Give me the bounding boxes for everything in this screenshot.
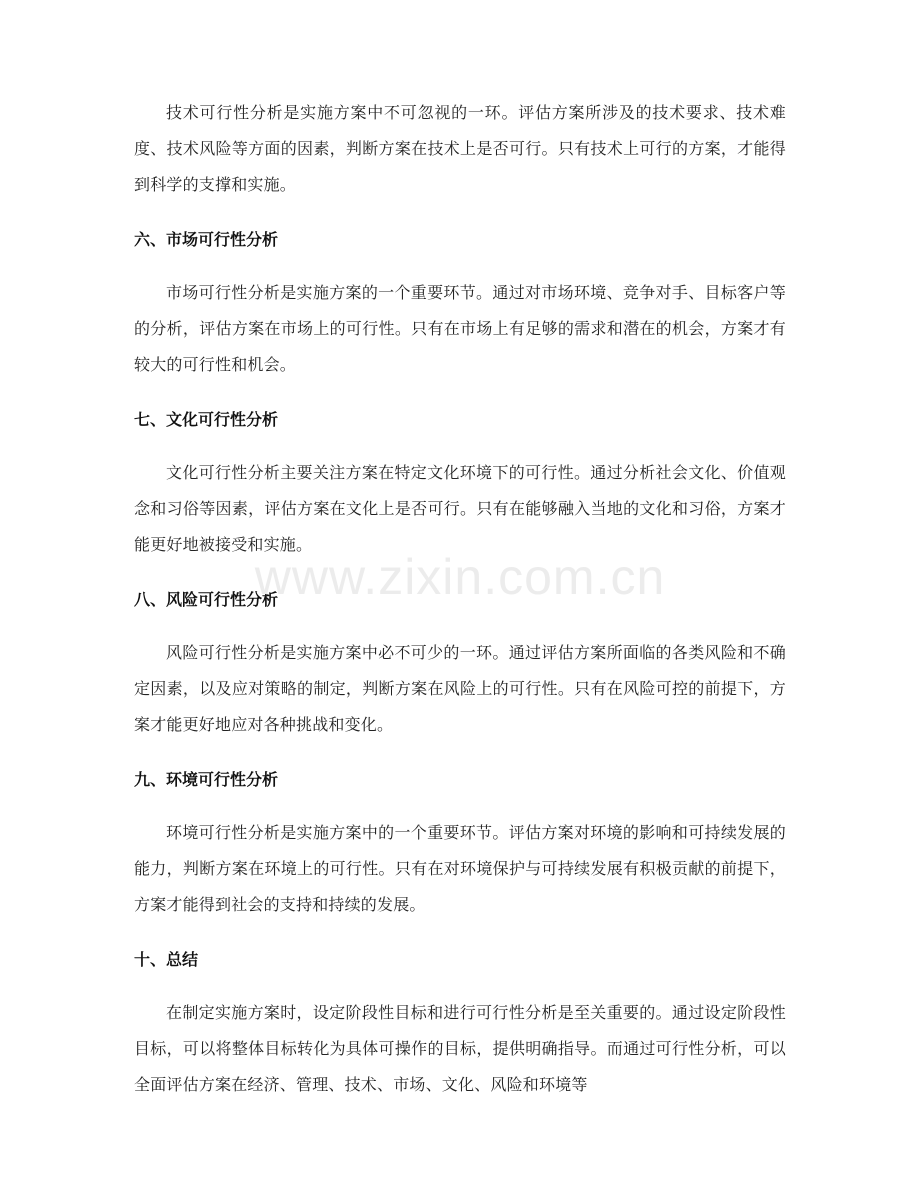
paragraph-environmental-feasibility: 环境可行性分析是实施方案中的一个重要环节。评估方案对环境的影响和可持续发展的能力，判断方案在环境上的可行性。只有在对环境保护与可持续发展有积极贡献的前提下，方案才能得到社会的支持和持续的发展。 xyxy=(134,823,786,914)
heading-market-feasibility: 六、市场可行性分析 xyxy=(134,230,279,249)
paragraph-summary: 在制定实施方案时，设定阶段性目标和进行可行性分析是至关重要的。通过设定阶段性目标，可以将整体目标转化为具体可操作的目标，提供明确指导。而通过可行性分析，可以全面评估方案在经济、管理、技术、市场、文化、风险和环境等 xyxy=(134,1003,786,1094)
document-page xyxy=(134,95,786,1103)
watermark: www.zixin.com.cn xyxy=(254,549,666,605)
paragraph-risk-feasibility: 风险可行性分析是实施方案中必不可少的一环。通过评估方案所面临的各类风险和不确定因素，以及应对策略的制定，判断方案在风险上的可行性。只有在风险可控的前提下，方案才能更好地应对各种挑战和变化。 xyxy=(134,643,786,734)
heading-environmental-feasibility: 九、环境可行性分析 xyxy=(134,770,279,789)
paragraph-market-feasibility: 市场可行性分析是实施方案的一个重要环节。通过对市场环境、竞争对手、目标客户等的分析，评估方案在市场上的可行性。只有在市场上有足够的需求和潜在的机会，方案才有较大的可行性和机会。 xyxy=(134,283,786,374)
heading-risk-feasibility: 八、风险可行性分析 xyxy=(134,590,279,609)
heading-summary: 十、总结 xyxy=(134,950,199,969)
heading-cultural-feasibility: 七、文化可行性分析 xyxy=(134,410,279,429)
paragraph-technical-feasibility: 技术可行性分析是实施方案中不可忽视的一环。评估方案所涉及的技术要求、技术难度、技术风险等方面的因素，判断方案在技术上是否可行。只有技术上可行的方案，才能得到科学的支撑和实施。 xyxy=(134,103,786,194)
paragraph-cultural-feasibility: 文化可行性分析主要关注方案在特定文化环境下的可行性。通过分析社会文化、价值观念和习俗等因素，评估方案在文化上是否可行。只有在能够融入当地的文化和习俗，方案才能更好地被接受和实施。 xyxy=(134,463,786,554)
